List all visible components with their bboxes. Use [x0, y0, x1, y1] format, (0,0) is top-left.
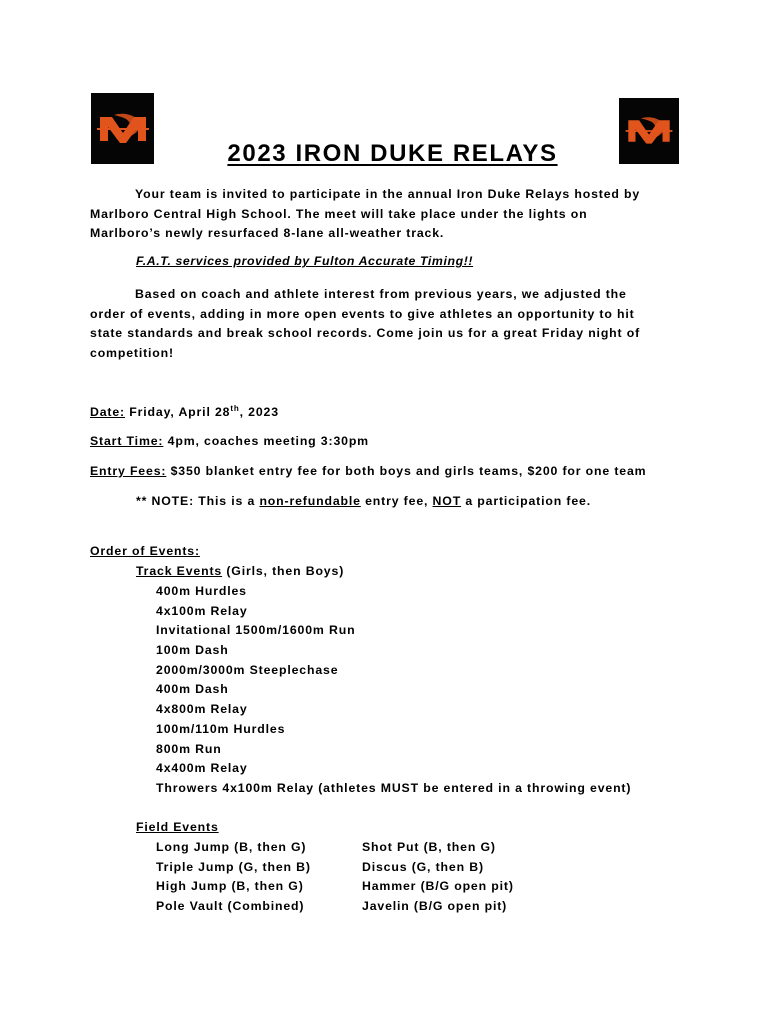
list-item: High Jump (B, then G)	[156, 879, 304, 894]
jump-events-list	[156, 838, 311, 917]
schedule-line: order of events, adding in more open events to give athletes an opportunity to hit	[90, 306, 635, 321]
intro-paragraph	[90, 185, 680, 244]
list-item: Invitational 1500m/1600m Run	[156, 623, 356, 638]
field-events-heading: Field Events	[136, 820, 219, 834]
list-item: Javelin (B/G open pit)	[362, 899, 508, 914]
order-of-events-heading: Order of Events:	[90, 544, 200, 558]
intro-line: Marlboro Central High School. The meet will take place under the lights on	[90, 206, 588, 221]
date-label: Date:	[90, 405, 125, 420]
list-item: 400m Dash	[156, 682, 229, 697]
entry-fees-line	[90, 464, 646, 478]
intro-line: Your team is invited to participate in the annual Iron Duke Relays hosted by	[135, 187, 641, 201]
throw-events-list	[362, 838, 514, 917]
track-events-heading: Track Events (Girls, then Boys)	[136, 564, 345, 578]
list-item: Pole Vault (Combined)	[156, 899, 305, 914]
schedule-line: state standards and break school records. Come join us for a great Friday night of	[90, 326, 641, 341]
list-item: 4x100m Relay	[156, 603, 248, 618]
list-item: Discus (G, then B)	[362, 859, 484, 874]
date-line	[90, 404, 279, 419]
list-item: Shot Put (B, then G)	[362, 840, 496, 854]
start-time-line	[90, 434, 369, 448]
list-item: 100m Dash	[156, 643, 229, 658]
track-events-list	[156, 582, 631, 799]
list-item: Triple Jump (G, then B)	[156, 859, 311, 874]
refund-note: ** NOTE: This is a non-refundable entry fee, NOT a participation fee.	[136, 494, 591, 508]
start-time-label: Start Time:	[90, 434, 164, 448]
list-item: 4x800m Relay	[156, 702, 248, 717]
list-item: 800m Run	[156, 741, 222, 756]
list-item: 400m Hurdles	[156, 584, 247, 598]
schedule-line: Based on coach and athlete interest from previous years, we adjusted the	[135, 287, 627, 301]
list-item: Hammer (B/G open pit)	[362, 879, 514, 894]
timing-services-note: F.A.T. services provided by Fulton Accurate Timing!!	[136, 254, 474, 268]
entry-fees-label: Entry Fees:	[90, 464, 167, 478]
schedule-line: competition!	[90, 346, 174, 361]
list-item: 100m/110m Hurdles	[156, 721, 286, 736]
intro-line: Marlboro’s newly resurfaced 8-lane all-weather track.	[90, 226, 445, 241]
start-time-value: 4pm, coaches meeting 3:30pm	[167, 434, 369, 448]
schedule-paragraph	[90, 285, 680, 364]
list-item: Long Jump (B, then G)	[156, 840, 307, 854]
page-title: 2023 IRON DUKE RELAYS	[227, 140, 558, 167]
list-item: 4x400m Relay	[156, 761, 248, 776]
list-item: 2000m/3000m Steeplechase	[156, 662, 339, 677]
entry-fees-value: $350 blanket entry fee for both boys and girls teams, $200 for one team	[170, 464, 647, 478]
date-value: Friday, April 28th, 2023	[129, 404, 279, 420]
list-item: Throwers 4x100m Relay (athletes MUST be entered in a throwing event)	[156, 780, 632, 795]
